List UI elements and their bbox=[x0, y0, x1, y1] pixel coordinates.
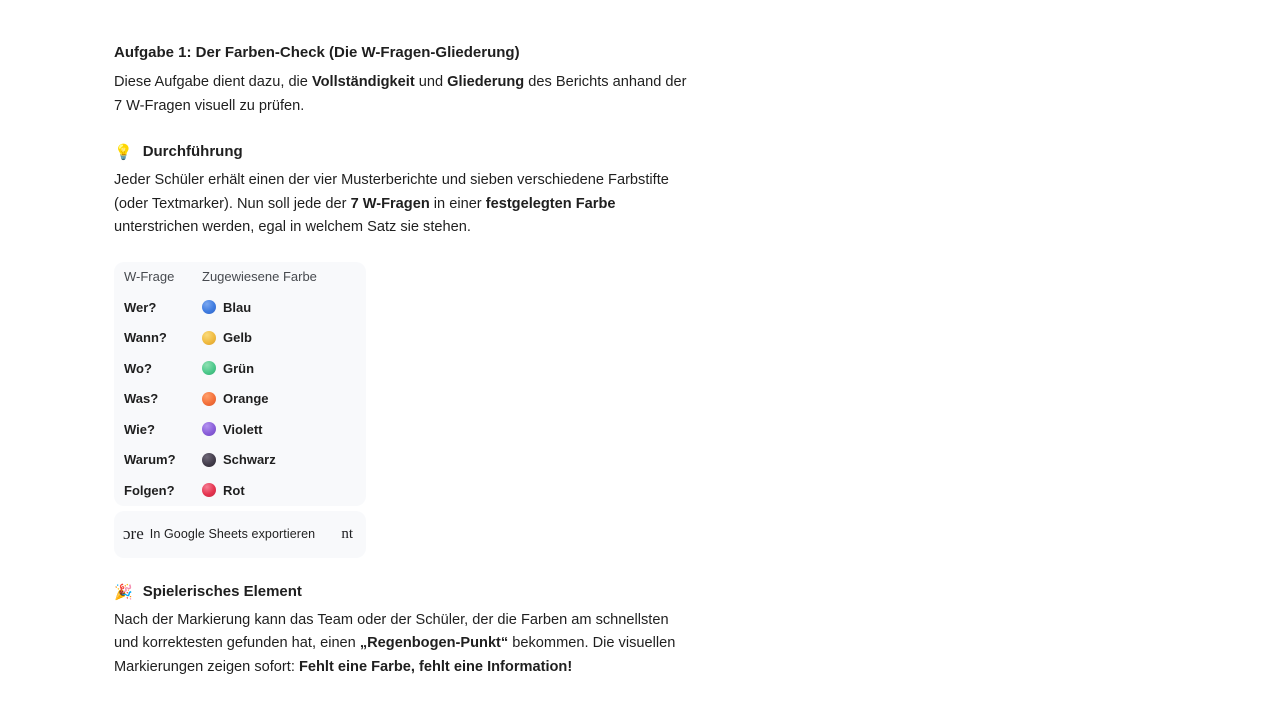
sheets-icon-fallback-glyph: ɔre bbox=[123, 524, 144, 543]
table-row bbox=[114, 414, 366, 445]
farbe-cell bbox=[202, 422, 263, 437]
intro-text: Diese Aufgabe dient dazu, die bbox=[114, 74, 312, 90]
farbe-cell bbox=[202, 452, 276, 467]
durchfuehrung-text: Jeder Schüler erhält einen der vier Musterberichte und sieben verschiedene Farbstifte (oder Textmarker). Nun soll jede der bbox=[114, 172, 669, 212]
section-heading-spiel bbox=[114, 580, 692, 604]
table-header-row bbox=[114, 262, 366, 293]
table-row bbox=[114, 475, 366, 506]
wfrage-cell: Wer? bbox=[124, 299, 157, 315]
column-header-wfrage: W-Frage bbox=[124, 269, 175, 285]
color-assignment-table bbox=[114, 262, 366, 506]
wfrage-cell: Folgen? bbox=[124, 482, 175, 498]
blue-circle-icon bbox=[202, 300, 216, 314]
intro-bold-gliederung: Gliederung bbox=[447, 74, 525, 90]
table-row bbox=[114, 323, 366, 354]
export-button-label: In Google Sheets exportieren bbox=[149, 527, 316, 541]
lightbulb-emoji-icon: 💡 bbox=[114, 143, 133, 161]
color-label: Rot bbox=[223, 482, 245, 498]
spiel-text: bekommen. Die visuellen Markierungen zeigen sofort: bbox=[114, 635, 676, 675]
spielerisches-element-section bbox=[114, 580, 692, 680]
orange-circle-icon bbox=[202, 392, 216, 406]
intro-paragraph bbox=[114, 71, 692, 118]
purple-circle-icon bbox=[202, 422, 216, 436]
wfrage-cell: Wo? bbox=[124, 360, 152, 376]
section-heading-durchfuehrung bbox=[114, 140, 692, 164]
spiel-bold-regenbogenpunkt: „Regenbogen-Punkt“ bbox=[359, 635, 509, 651]
intro-bold-vollstaendigkeit: Vollständigkeit bbox=[311, 74, 415, 90]
color-label: Orange bbox=[223, 391, 269, 407]
farbe-cell bbox=[202, 330, 252, 345]
task-title: Aufgabe 1: Der Farben-Check (Die W-Fragen-Gliederung) bbox=[114, 44, 520, 61]
spiel-text: Nach der Markierung kann das Team oder der Schüler, der die Farben am schnellsten und korrektesten gefunden hat, einen bbox=[114, 611, 669, 651]
intro-text: des Berichts anhand der 7 W-Fragen visuell zu prüfen. bbox=[114, 74, 687, 114]
wfrage-cell: Wann? bbox=[124, 330, 167, 346]
party-popper-emoji-icon: 🎉 bbox=[114, 582, 133, 601]
column-header-farbe: Zugewiesene Farbe bbox=[202, 269, 317, 285]
durchfuehrung-bold-farbe: festgelegten Farbe bbox=[485, 195, 616, 212]
table-row bbox=[114, 384, 366, 415]
table-row bbox=[114, 353, 366, 384]
document-content bbox=[114, 41, 692, 679]
farbe-cell bbox=[202, 391, 269, 406]
spiel-paragraph bbox=[114, 609, 692, 680]
section-heading-label: Spielerisches Element bbox=[142, 582, 302, 600]
wfrage-cell: Warum? bbox=[124, 452, 176, 468]
intro-text: und bbox=[414, 74, 448, 90]
color-label: Gelb bbox=[223, 330, 252, 346]
durchfuehrung-text: unterstrichen werden, egal in welchem Satz sie stehen. bbox=[114, 219, 471, 235]
spiel-bold-fehlt: Fehlt eine Farbe, fehlt eine Information! bbox=[298, 658, 573, 675]
yellow-circle-icon bbox=[202, 331, 216, 345]
open-in-new-icon-fallback-glyph: nt bbox=[341, 525, 353, 542]
color-label: Grün bbox=[223, 360, 255, 376]
section-heading-label: Durchführung bbox=[142, 143, 243, 160]
color-label: Violett bbox=[223, 421, 263, 437]
farbe-cell bbox=[202, 300, 251, 315]
wfrage-cell: Was? bbox=[124, 391, 159, 407]
color-label: Blau bbox=[223, 299, 252, 315]
black-circle-icon bbox=[202, 453, 216, 467]
durchfuehrung-text: in einer bbox=[429, 195, 486, 212]
farbe-cell bbox=[202, 361, 254, 376]
farbe-cell bbox=[202, 483, 245, 498]
red-circle-icon bbox=[202, 483, 216, 497]
green-circle-icon bbox=[202, 361, 216, 375]
table-row bbox=[114, 292, 366, 323]
durchfuehrung-paragraph bbox=[114, 169, 692, 240]
color-label: Schwarz bbox=[223, 452, 276, 468]
durchfuehrung-bold-7wfragen: 7 W-Fragen bbox=[350, 195, 430, 212]
table-row bbox=[114, 445, 366, 476]
export-to-sheets-button[interactable] bbox=[114, 511, 366, 558]
wfrage-cell: Wie? bbox=[124, 421, 155, 437]
